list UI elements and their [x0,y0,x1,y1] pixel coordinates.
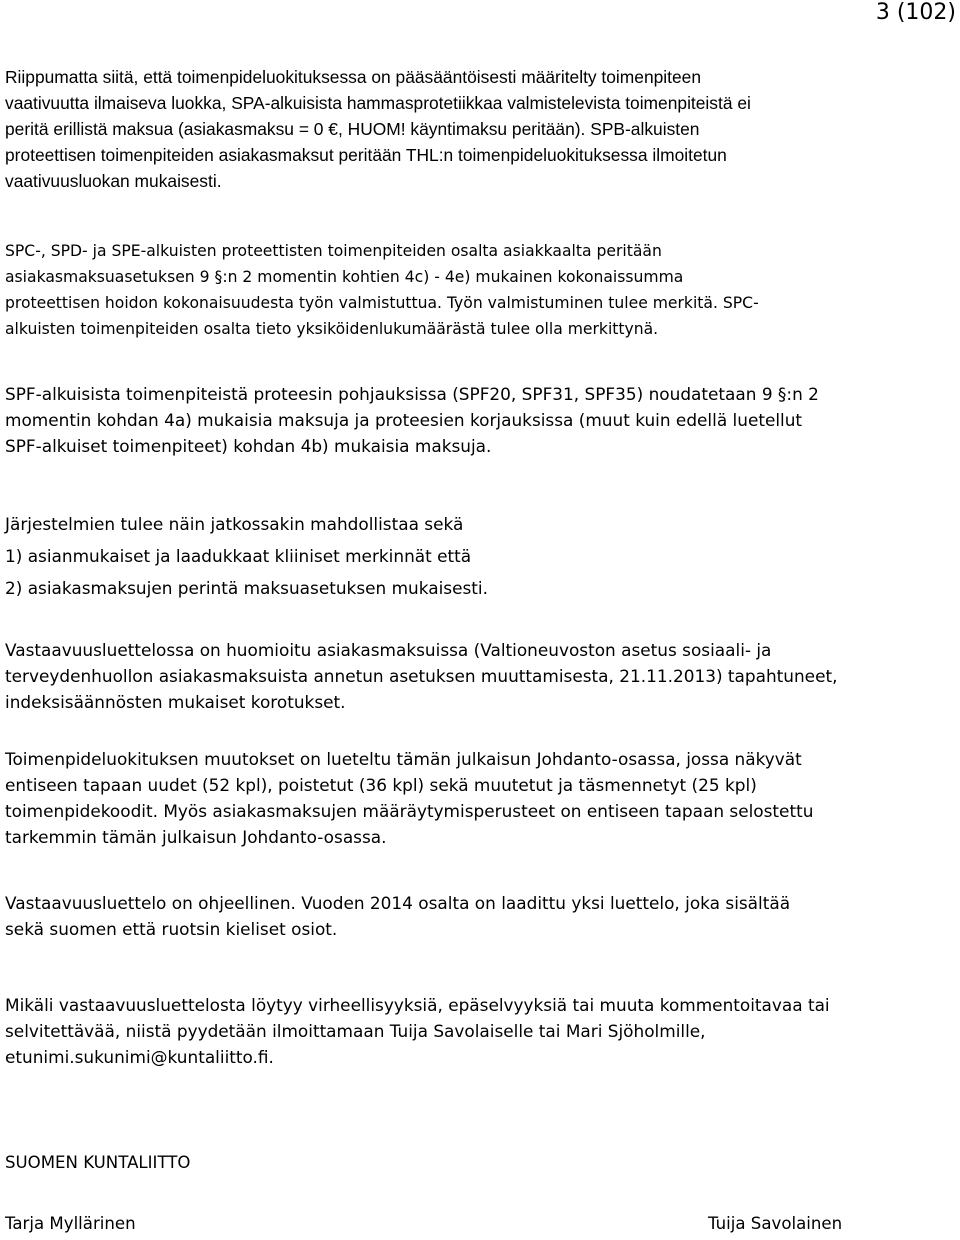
organization-name: SUOMEN KUNTALIITTO [5,1153,191,1172]
paragraph-spc-spd-spe: SPC-, SPD- ja SPE-alkuisten proteettisten toimenpiteiden osalta asiakkaalta peritään asiakasmaksuasetuksen 9 §:n 2 momentin kohtien 4c) - 4e) mukainen kokonaissumma proteettisen hoidon kokonaisuudesta työn valmistuttua. Työn valmistuminen tulee merkitä. SPC- alkuisten toimenpiteiden osalta tieto yksiköidenlukumäärästä tulee olla merkittynä. [5,242,759,338]
signatory-right: Tuija Savolainen [708,1214,843,1233]
list-item-fee-collection: 2) asiakasmaksujen perintä maksuasetuksen mukaisesti. [5,578,488,598]
paragraph-spa-spb: Riippumatta siitä, että toimenpideluokituksessa on pääsääntöisesti määritelty toimenpiteen vaativuutta ilmaiseva luokka, SPA-alkuisista hammasprotetiikkaa valmistelevista toimenpiteistä ei peritä erillistä maksua (asiakasmaksu = 0 €, HUOM! käyntimaksu peritään). SPB-alkuisten proteettisen toimenpiteiden asiakasmaksut peritään THL:n toimenpideluokituksessa ilmoitetun vaativuusluokan mukaisesti. [5,67,751,191]
paragraph-spf: SPF-alkuisista toimenpiteistä proteesin pohjauksissa (SPF20, SPF31, SPF35) noudatetaan 9 §:n 2 momentin kohdan 4a) mukaisia maksuja ja proteesien korjauksissa (muut kuin edellä luetellut SPF-alkuiset toimenpiteet) kohdan 4b) mukaisia maksuja. [5,384,819,456]
page-number: 3 (102) [875,0,956,25]
paragraph-classification-changes: Toimenpideluokituksen muutokset on lueteltu tämän julkaisun Johdanto-osassa, jossa näkyvät entiseen tapaan uudet (52 kpl), poistetut (36 kpl) sekä muutetut ja täsmennetyt (25 kpl) toimenpidekoodit. Myös asiakasmaksujen määräytymisperusteet on entiseen tapaan selostettu tarkemmin tämän julkaisun Johdanto-osassa. [5,749,814,847]
paragraph-systems-intro: Järjestelmien tulee näin jatkossakin mahdollistaa sekä [5,514,464,534]
paragraph-fee-increases: Vastaavuusluettelossa on huomioitu asiakasmaksuissa (Valtioneuvoston asetus sosiaali- ja terveydenhuollon asiakasmaksuista annetun asetuksen muuttamisesta, 21.11.2013) tapahtuneet, indeksisäännösten mukaiset korotukset. [5,640,838,712]
signatory-left: Tarja Myllärinen [5,1214,136,1233]
list-item-clinical-records: 1) asianmukaiset ja laadukkaat kliiniset merkinnät että [5,546,472,566]
paragraph-guideline: Vastaavuusluettelo on ohjeellinen. Vuoden 2014 osalta on laadittu yksi luettelo, joka sisältää sekä suomen että ruotsin kieliset osiot. [5,893,791,939]
paragraph-contact: Mikäli vastaavuusluettelosta löytyy virheellisyyksiä, epäselvyyksiä tai muuta kommentoitavaa tai selvitettävää, niistä pyydetään ilmoittamaan Tuija Savolaiselle tai Mari Sjöholmille, etunimi.sukunimi@kuntaliitto.fi. [5,995,830,1067]
